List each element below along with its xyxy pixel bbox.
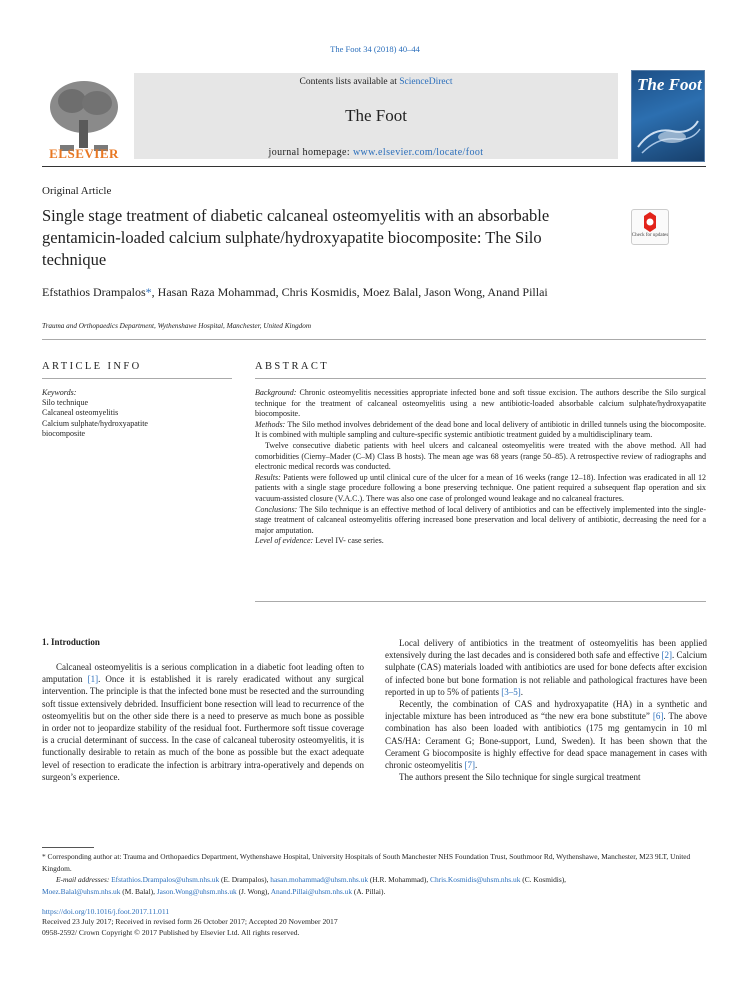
keywords-label: Keywords: bbox=[42, 388, 77, 397]
methods-text: The Silo method involves debridement of the dead bone and local delivery of antibiotic in drilled tunnels using the biocomposite. It is combined with multiple sampling and culture-specific systemic antibiotic treatment guided by a multidisciplinary team. bbox=[255, 419, 706, 440]
conclusions-label: Conclusions: bbox=[255, 504, 298, 514]
level-text: Level IV- case series. bbox=[313, 536, 384, 546]
reference-link[interactable]: [1] bbox=[87, 674, 99, 685]
abstract-conclusions bbox=[255, 505, 706, 537]
intro-paragraph-3 bbox=[385, 698, 707, 771]
keyword-item: biocomposite bbox=[42, 428, 86, 438]
footnote-block bbox=[42, 851, 706, 897]
journal-name: The Foot bbox=[345, 106, 407, 125]
article-info-heading: ARTICLE INFO bbox=[42, 361, 142, 372]
email-link[interactable]: Jason.Wong@uhsm.nhs.uk bbox=[156, 886, 237, 896]
level-label: Level of evidence: bbox=[255, 536, 314, 546]
email-owner: (E. Drampalos), bbox=[219, 875, 271, 884]
email-owner: (M. Balal), bbox=[120, 886, 157, 896]
email-link[interactable]: Anand.Pillai@uhsm.nhs.uk bbox=[270, 886, 353, 896]
check-for-updates-label: Check for updates bbox=[631, 233, 669, 238]
homepage-link[interactable]: www.elsevier.com/locate/foot bbox=[352, 147, 484, 158]
check-for-updates-icon[interactable] bbox=[631, 209, 669, 245]
body-column-left bbox=[42, 661, 364, 783]
paragraph-text: Calcaneal osteomyelitis is a serious complication in a diabetic foot leading often to amputation bbox=[42, 662, 364, 685]
first-author[interactable]: Efstathios Drampalos bbox=[42, 285, 146, 299]
contents-prefix: Contents lists available at bbox=[299, 77, 400, 87]
author-list bbox=[42, 284, 612, 300]
affiliation: Trauma and Orthopaedics Department, Wythenshawe Hospital, Manchester, United Kingdom bbox=[42, 322, 312, 330]
email-link[interactable]: Moez.Balal@uhsm.nhs.uk bbox=[42, 886, 121, 896]
email-owner: (H.R. Mohammad), bbox=[368, 875, 431, 884]
copyright-line: 0958-2592/ Crown Copyright © 2017 Published by Elsevier Ltd. All rights reserved. bbox=[42, 927, 300, 937]
reference-link[interactable]: [6] bbox=[652, 711, 664, 722]
received-dates: Received 23 July 2017; Received in revised form 26 October 2017; Accepted 20 November 2017 bbox=[42, 917, 338, 927]
conclusions-text: The Silo technique is an effective method of local delivery of antibiotics and can be effectively implemented into the single-stage treatment of calcaneal osteomyelitis offering increased bone preservation and local delivery of antibiotic, decreasing the need for a major amputation. bbox=[255, 504, 706, 535]
divider bbox=[42, 339, 706, 340]
paragraph-text: Local delivery of antibiotics in the treatment of osteomyelitis has been applied extensively during the last decades and is considered both safe and effective bbox=[385, 638, 707, 661]
reference-link[interactable]: [7] bbox=[464, 760, 475, 771]
email-label: E-mail addresses: bbox=[56, 875, 110, 884]
doi-link[interactable]: https://doi.org/10.1016/j.foot.2017.11.011 bbox=[42, 907, 170, 916]
keyword-item: Silo technique bbox=[42, 398, 88, 408]
paragraph-text: . The above combination has also been loaded with antibiotics (175 mg gentamycin in 10 ml CAS/HA: Cerament G; Bone-support, Lund, Sweden). It has been shown that the Cerament G biocomposite is highly effective for dead space management in cases with chronic osteomyelitis bbox=[385, 711, 707, 771]
email-link[interactable]: Efstathios.Drampalos@uhsm.nhs.uk bbox=[111, 875, 220, 884]
corresponding-mark[interactable]: * bbox=[145, 285, 152, 299]
paragraph-text: . bbox=[474, 760, 478, 771]
reference-link[interactable]: [2] bbox=[661, 650, 672, 661]
sciencedirect-link[interactable]: ScienceDirect bbox=[399, 77, 453, 87]
divider bbox=[42, 378, 232, 379]
introduction-heading: 1. Introduction bbox=[42, 637, 100, 647]
email-line-2 bbox=[42, 886, 706, 898]
divider bbox=[255, 601, 706, 602]
paragraph-text: . Once it is established it is rarely eradicated without any surgical intervention. The principle is that the infected bone must be resected and the surrounding soft tissue extensively debrided. Insufficient bone resection will lead to recurrence of the osteomyelitis but on the other side there is a need to preserve as much bone as possible in order not to jeopardize stability of the residual foot. Furthermore soft tissue coverage is a crucial determinant of success. In the case of calcaneal tuberosity osteomyelitis, it is functionally desirable to retain as much of the bone as possible but the exact adequate level of resection to eradicate the infection is arbitrary intra-operatively and depends on surgeon’s experience. bbox=[42, 674, 364, 782]
paragraph-text: Recently, the combination of CAS and hydroxyapatite (HA) in a synthetic and injectable mixture has been introduced as “the new era bone substitute” bbox=[385, 699, 707, 722]
keyword-item: Calcaneal osteomyelitis bbox=[42, 408, 119, 418]
divider bbox=[255, 378, 706, 379]
methods-label: Methods: bbox=[255, 419, 286, 429]
article-type: Original Article bbox=[42, 185, 112, 197]
homepage-line bbox=[134, 147, 618, 158]
header-rule bbox=[42, 166, 706, 167]
paragraph-text: . bbox=[520, 686, 523, 697]
abstract-level bbox=[255, 536, 706, 547]
email-owner: (J. Wong), bbox=[236, 886, 271, 896]
abstract-body bbox=[255, 388, 706, 547]
keyword-item: Calcium sulphate/hydroxyapatite bbox=[42, 418, 148, 428]
intro-paragraph-1 bbox=[42, 661, 364, 783]
footnote-rule bbox=[42, 847, 94, 848]
background-text: Chronic osteomyelitis necessities appropriate infected bone and soft tissue excision. The authors describe the Silo surgical technique for the treatment of calcaneal osteomyelitis using a new antibiotic-loaded absorbable calcium sulphate/hydroxyapatite biocomposite. bbox=[255, 388, 706, 419]
contents-line bbox=[134, 77, 618, 87]
homepage-prefix: journal homepage: bbox=[268, 147, 353, 158]
keywords-block bbox=[42, 388, 232, 439]
intro-paragraph-4 bbox=[385, 771, 707, 783]
abstract-methods-2 bbox=[255, 441, 706, 473]
email-owner: (A. Pillai). bbox=[352, 886, 386, 896]
intro-paragraph-2 bbox=[385, 637, 707, 698]
cover-title: The Foot bbox=[637, 75, 702, 94]
results-label: Results: bbox=[255, 472, 281, 482]
abstract-background bbox=[255, 388, 706, 420]
email-link[interactable]: hasan.mohammad@uhsm.nhs.uk bbox=[270, 875, 369, 884]
cover-foot-illustration bbox=[632, 107, 704, 161]
publisher-wordmark: ELSEVIER bbox=[49, 146, 119, 161]
email-link[interactable]: Chris.Kosmidis@uhsm.nhs.uk bbox=[430, 875, 521, 884]
other-authors: , Hasan Raza Mohammad, Chris Kosmidis, Moez Balal, Jason Wong, Anand Pillai bbox=[151, 285, 548, 299]
abstract-results bbox=[255, 473, 706, 505]
paragraph-text: . Calcium sulphate (CAS) materials loaded with antibiotics are used for bone defects after excision of infected bone but bone formation is not reliable and pathological fractures have been reported in up to 5% of patients bbox=[385, 650, 707, 697]
email-line bbox=[42, 874, 706, 886]
abstract-methods bbox=[255, 420, 706, 441]
background-label: Background: bbox=[255, 388, 297, 397]
body-column-right bbox=[385, 637, 707, 783]
reference-link[interactable]: [3–5] bbox=[501, 686, 521, 697]
methods-text-2: Twelve consecutive diabetic patients with heel ulcers and calcaneal osteomyelitis were treated with the above method. All had comorbidities (Cierny–Mader (C–M) Class B hosts). The mean age was 68 years (range 50–85). A retrospective review of radiographs and electronic medical records was conducted. bbox=[255, 440, 706, 472]
abstract-heading: ABSTRACT bbox=[255, 361, 330, 372]
results-text: Patients were followed up until clinical cure of the ulcer for a mean of 16 weeks (range 12–18). Infection was eradicated in all 12 patients with a single stage procedure following a bone preserving technique. One patient required a subsequent flap operation and six vacuum-assisted closure (V.A.C.). There was also one case of prolonged wound leakage and no calcaneal fractures. bbox=[255, 472, 706, 503]
paragraph-text: The authors present the Silo technique for single surgical treatment bbox=[399, 772, 641, 783]
journal-citation[interactable]: The Foot 34 (2018) 40–44 bbox=[330, 44, 420, 54]
journal-cover-image bbox=[631, 70, 705, 162]
publication-info bbox=[42, 907, 338, 938]
article-title: Single stage treatment of diabetic calcaneal osteomyelitis with an absorbable gentamicin-loaded calcium sulphate/hydroxyapatite biocomposite: The Silo technique bbox=[42, 206, 550, 269]
email-owner: (C. Kosmidis), bbox=[520, 875, 566, 884]
corresponding-note: * Corresponding author at: Trauma and Orthopaedics Department, Wythenshawe Hospital, University Hospitals of South Manchester NHS Foundation Trust, Southmoor Rd, Wythenshawe, Manchester, M23 9LT, United Kingdom. bbox=[42, 852, 691, 873]
